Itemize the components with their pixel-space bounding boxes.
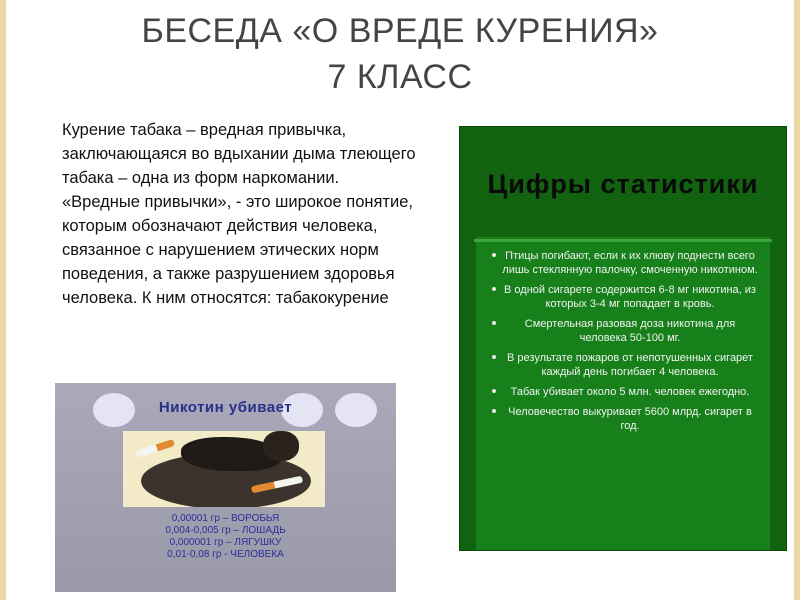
body-paragraph-bad-habits: «Вредные привычки», - это широкое понятие, которым обозначают действия человека, связанное с нарушением этических норм поведения, а также разрушением здоровья человека. К ним относятся: табакокурение [62, 193, 413, 307]
dose-line: 0,01-0,08 гр - ЧЕЛОВЕКА [167, 549, 284, 560]
dose-line: 0,00001 гр – ВОРОБЬЯ [171, 513, 280, 524]
bullet-icon [492, 389, 496, 393]
nicotine-kills-picture [55, 383, 396, 592]
statistics-title: Цифры статистики [487, 169, 759, 199]
dose-line: 0,004-0,005 гр – ЛОШАДЬ [165, 525, 286, 536]
slide-subtitle: 7 КЛАСС [327, 58, 473, 96]
bullet-icon [492, 355, 496, 359]
cigarette-shape [135, 439, 175, 458]
statistics-item: Табак убивает около 5 млн. человек ежегодно. [496, 385, 758, 399]
statistics-item: Птицы погибают, если к их клюву поднести всего лишь стеклянную палочку, смоченную никотином. [496, 249, 758, 277]
nicotine-kills-title: Никотин убивает [158, 399, 293, 416]
horse-head-shape [263, 431, 299, 461]
statistics-item: В результате пожаров от непотушенных сигарет каждый день погибает 4 человека. [496, 351, 758, 379]
body-paragraph-definition: Курение табака – вредная привычка, заключающаяся во вдыхании дыма тлеющего табака – одна из форм наркомании. [62, 121, 416, 187]
statistics-item: Человечество выкуривает 5600 млрд. сигарет в год. [496, 405, 758, 433]
statistics-divider [474, 239, 772, 242]
bullet-icon [492, 321, 496, 325]
body-text [62, 118, 417, 310]
dead-horse-ashtray-image [123, 431, 325, 507]
bullet-icon [492, 287, 496, 291]
lethal-doses-list [55, 513, 396, 561]
slide-title: БЕСЕДА «О ВРЕДЕ КУРЕНИЯ» [141, 12, 659, 50]
statistics-picture [459, 126, 787, 551]
bullet-icon [492, 409, 496, 413]
statistics-item: Смертельная разовая доза никотина для человека 50-100 мг. [496, 317, 758, 345]
dose-line: 0,000001 гр – ЛЯГУШКУ [169, 537, 282, 548]
bullet-icon [492, 253, 496, 257]
statistics-list [496, 249, 758, 439]
statistics-item: В одной сигарете содержится 6-8 мг никотина, из которых 3-4 мг попадает в кровь. [496, 283, 758, 311]
